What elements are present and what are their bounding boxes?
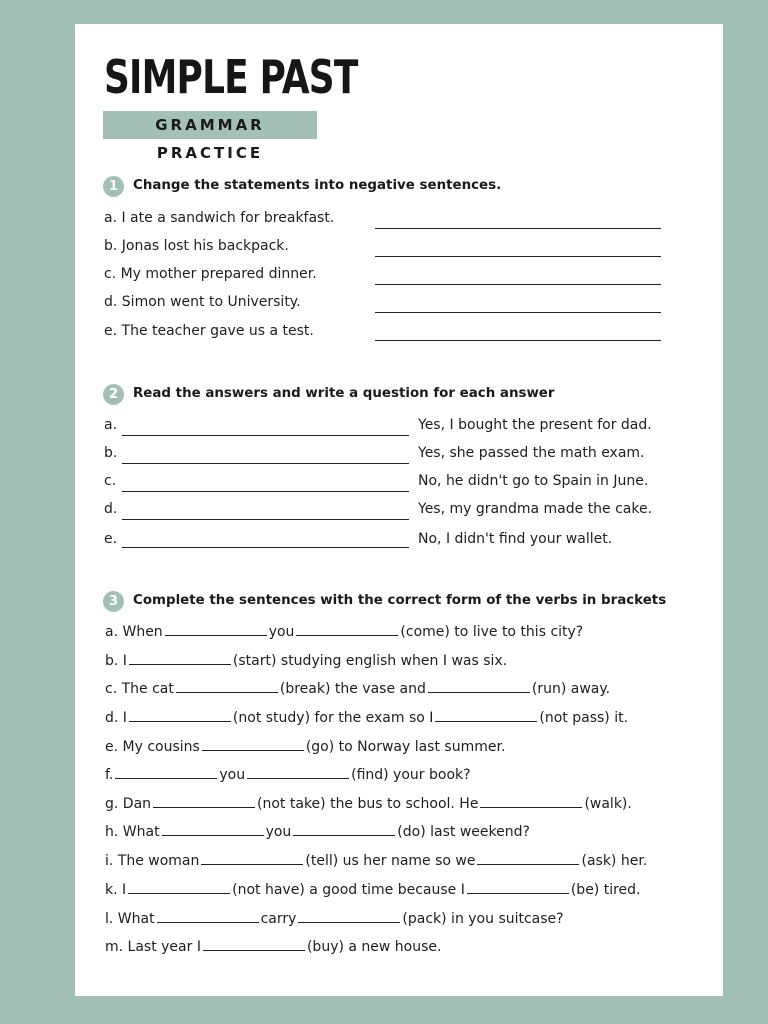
sentence-text: k. I bbox=[105, 882, 127, 898]
exercise-1-item-c: c. My mother prepared dinner. bbox=[104, 266, 317, 282]
blank-line[interactable] bbox=[480, 795, 582, 808]
exercise-3-item bbox=[105, 938, 441, 955]
exercise-3-item bbox=[105, 910, 564, 927]
answer-line-1a[interactable] bbox=[375, 228, 661, 229]
sentence-text: you bbox=[265, 824, 292, 840]
blank-line[interactable] bbox=[293, 823, 395, 836]
answer-line-1e[interactable] bbox=[375, 340, 661, 341]
exercise-2-answer-e: No, I didn't find your wallet. bbox=[418, 531, 613, 547]
sentence-text: you bbox=[219, 767, 246, 783]
section-number-badge: 1 bbox=[103, 176, 124, 197]
section-number-badge: 3 bbox=[103, 591, 124, 612]
blank-line[interactable] bbox=[428, 680, 530, 693]
exercise-2-label-d: d. bbox=[104, 501, 118, 517]
blank-line[interactable] bbox=[129, 652, 231, 665]
blank-line[interactable] bbox=[176, 680, 278, 693]
exercise-3-item bbox=[105, 881, 641, 898]
blank-line[interactable] bbox=[128, 881, 230, 894]
blank-line[interactable] bbox=[435, 709, 537, 722]
sentence-text: (tell) us her name so we bbox=[305, 853, 476, 869]
blank-line[interactable] bbox=[247, 766, 349, 779]
sentence-text: (ask) her. bbox=[581, 853, 648, 869]
sentence-text: c. The cat bbox=[105, 681, 174, 697]
blank-line[interactable] bbox=[129, 709, 231, 722]
exercise-3-item bbox=[105, 766, 471, 783]
exercise-3-item bbox=[105, 852, 647, 869]
sentence-text: f. bbox=[105, 767, 114, 783]
sentence-text: (come) to live to this city? bbox=[400, 624, 584, 640]
sentence-text: (not pass) it. bbox=[539, 710, 629, 726]
sentence-text: b. I bbox=[105, 653, 127, 669]
exercise-3-item bbox=[105, 623, 583, 640]
blank-line[interactable] bbox=[162, 823, 264, 836]
blank-line[interactable] bbox=[477, 852, 579, 865]
exercise-2-label-a: a. bbox=[104, 417, 118, 433]
sentence-text: (break) the vase and bbox=[279, 681, 426, 697]
exercise-1-item-b: b. Jonas lost his backpack. bbox=[104, 238, 289, 254]
question-line-2a[interactable] bbox=[122, 435, 409, 436]
sentence-text: (pack) in you suitcase? bbox=[402, 911, 564, 927]
sentence-text: (go) to Norway last summer. bbox=[305, 739, 506, 755]
page-subtitle: GRAMMAR PRACTICE bbox=[103, 111, 317, 139]
sentence-text: (not take) the bus to school. He bbox=[257, 796, 479, 812]
blank-line[interactable] bbox=[296, 623, 398, 636]
blank-line[interactable] bbox=[467, 881, 569, 894]
question-line-2e[interactable] bbox=[122, 547, 409, 548]
sentence-text: carry bbox=[260, 911, 297, 927]
exercise-1-item-a: a. I ate a sandwich for breakfast. bbox=[104, 210, 335, 226]
exercise-2-answer-a: Yes, I bought the present for dad. bbox=[418, 417, 652, 433]
blank-line[interactable] bbox=[202, 738, 304, 751]
sentence-text: (do) last weekend? bbox=[397, 824, 530, 840]
blank-line[interactable] bbox=[165, 623, 267, 636]
sentence-text: (not study) for the exam so I bbox=[232, 710, 434, 726]
question-line-2c[interactable] bbox=[122, 491, 409, 492]
sentence-text: (find) your book? bbox=[351, 767, 471, 783]
exercise-2-label-e: e. bbox=[104, 531, 118, 547]
sentence-text: (buy) a new house. bbox=[306, 939, 442, 955]
exercise-3-item bbox=[105, 680, 610, 697]
exercise-3-item bbox=[105, 709, 628, 726]
sentence-text: (walk). bbox=[584, 796, 632, 812]
answer-line-1d[interactable] bbox=[375, 312, 661, 313]
sentence-text: h. What bbox=[105, 824, 160, 840]
blank-line[interactable] bbox=[298, 910, 400, 923]
sentence-text: (not have) a good time because I bbox=[232, 882, 465, 898]
sentence-text: l. What bbox=[105, 911, 155, 927]
exercise-2-label-b: b. bbox=[104, 445, 118, 461]
exercise-3-item bbox=[105, 738, 505, 755]
sentence-text: g. Dan bbox=[105, 796, 152, 812]
sentence-text: you bbox=[268, 624, 295, 640]
exercise-1-item-d: d. Simon went to University. bbox=[104, 294, 301, 310]
answer-line-1c[interactable] bbox=[375, 284, 661, 285]
question-line-2d[interactable] bbox=[122, 519, 409, 520]
page-title: SIMPLE PAST bbox=[104, 50, 358, 104]
exercise-3-item bbox=[105, 795, 632, 812]
blank-line[interactable] bbox=[203, 938, 305, 951]
exercise-3-item bbox=[105, 823, 530, 840]
sentence-text: (be) tired. bbox=[570, 882, 641, 898]
sentence-text: i. The woman bbox=[105, 853, 200, 869]
blank-line[interactable] bbox=[115, 766, 217, 779]
sentence-text: a. When bbox=[105, 624, 163, 640]
blank-line[interactable] bbox=[153, 795, 255, 808]
sentence-text: (start) studying english when I was six. bbox=[232, 653, 508, 669]
blank-line[interactable] bbox=[201, 852, 303, 865]
section-1-title: Change the statements into negative sentences. bbox=[133, 178, 502, 193]
sentence-text: m. Last year I bbox=[105, 939, 201, 955]
sentence-text: d. I bbox=[105, 710, 127, 726]
exercise-2-answer-c: No, he didn't go to Spain in June. bbox=[418, 473, 649, 489]
sentence-text: e. My cousins bbox=[105, 739, 200, 755]
exercise-2-answer-b: Yes, she passed the math exam. bbox=[418, 445, 645, 461]
exercise-1-item-e: e. The teacher gave us a test. bbox=[104, 323, 314, 339]
exercise-2-label-c: c. bbox=[104, 473, 117, 489]
exercise-3-item bbox=[105, 652, 507, 669]
answer-line-1b[interactable] bbox=[375, 256, 661, 257]
section-number-badge: 2 bbox=[103, 384, 124, 405]
blank-line[interactable] bbox=[157, 910, 259, 923]
exercise-2-answer-d: Yes, my grandma made the cake. bbox=[418, 501, 653, 517]
section-2-title: Read the answers and write a question for each answer bbox=[133, 386, 555, 401]
section-3-title: Complete the sentences with the correct form of the verbs in brackets bbox=[133, 593, 667, 608]
question-line-2b[interactable] bbox=[122, 463, 409, 464]
sentence-text: (run) away. bbox=[531, 681, 611, 697]
